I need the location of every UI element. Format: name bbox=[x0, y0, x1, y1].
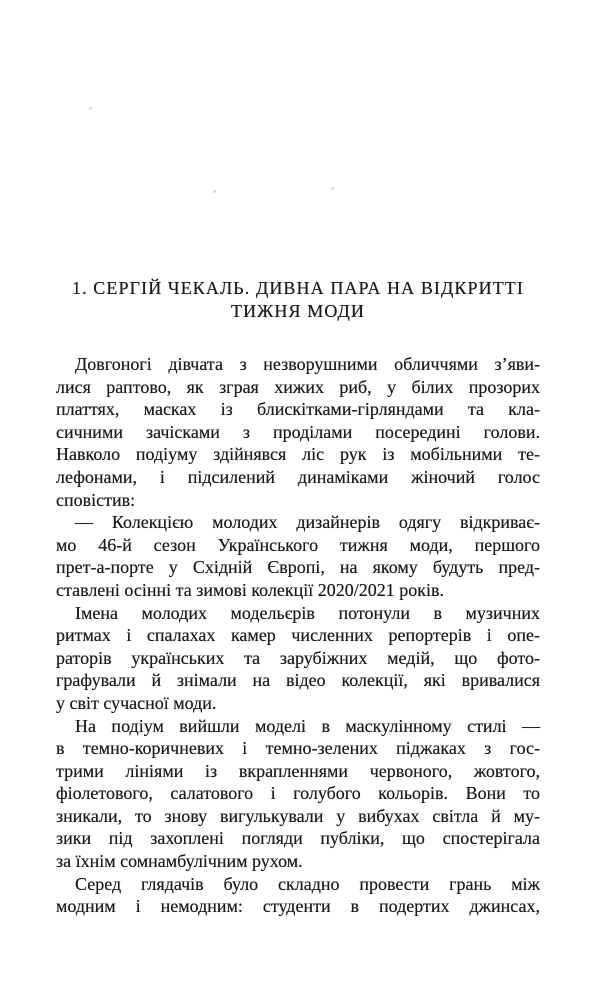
scan-speck bbox=[213, 190, 216, 193]
paragraph bbox=[56, 353, 540, 511]
text-line: лися раптово, як зграя хижих риб, у білих прозорих bbox=[56, 376, 540, 397]
text-line: Довгоногі дівчата з незворушними обличчями з’яви- bbox=[75, 354, 540, 374]
text-line: раторів українських та зарубіжних медій, що фото- bbox=[56, 647, 540, 668]
text-line: сичними зачісками з проділами посередині голови. bbox=[56, 421, 540, 442]
chapter-heading-line-1: 1. СЕРГІЙ ЧЕКАЛЬ. ДИВНА ПАРА НА ВІДКРИТТІ bbox=[71, 278, 524, 298]
text-line: у світ сучасної моди. bbox=[56, 692, 217, 713]
paragraph bbox=[56, 602, 540, 715]
text-line: Навколо подіуму здійнявся ліс рук із мобільними те- bbox=[56, 444, 540, 465]
paragraph bbox=[56, 715, 540, 873]
text-line: Імена молодих модельєрів потонули в музичних bbox=[75, 602, 540, 623]
text-line: ставлені осінні та зимові колекції 2020/2021 років. bbox=[56, 579, 445, 600]
text-line: ритмах і спалахах камер численних репортерів і опе- bbox=[56, 625, 540, 646]
chapter-heading bbox=[56, 277, 540, 323]
text-line: платтях, масках із блискітками-гірляндами та кла- bbox=[56, 399, 540, 420]
page-content bbox=[56, 277, 540, 918]
text-line: зики під захоплені погляди публіки, що спостерігала bbox=[56, 828, 540, 849]
paragraph bbox=[56, 511, 540, 601]
text-line: модним і немодним: студенти в подертих джинсах, bbox=[56, 896, 540, 917]
text-line: лефонами, і підсилений динаміками жіночий голос bbox=[56, 466, 540, 487]
text-line: мо 46-й сезон Українського тижня моди, першого bbox=[56, 534, 540, 555]
paragraph bbox=[56, 873, 540, 918]
text-line: графували й знімали на відео колекції, які вривалися bbox=[56, 670, 540, 691]
text-line: за їхнім сомнамбулічним рухом. bbox=[56, 851, 303, 872]
text-line: прет-а-порте у Східній Європі, на якому будуть пред- bbox=[56, 557, 540, 578]
text-line: — Колекцією молодих дизайнерів одягу відкриває- bbox=[75, 512, 540, 533]
text-line: сповістив: bbox=[56, 489, 136, 510]
body-text bbox=[56, 353, 540, 918]
scan-speck bbox=[89, 107, 92, 110]
text-line: в темно-коричневих і темно-зелених піджаках з гос- bbox=[56, 738, 540, 759]
scan-speck bbox=[331, 187, 334, 190]
text-line: трими лініями із вкрапленнями червоного, жовтого, bbox=[56, 760, 540, 781]
text-line: зникали, то знову вигулькували у вибухах світла й му- bbox=[56, 805, 540, 826]
text-line: На подіум вийшли моделі в маскулінному стилі — bbox=[75, 715, 540, 736]
chapter-heading-line-2: ТИЖНЯ МОДИ bbox=[230, 301, 365, 321]
text-line: Серед глядачів було складно провести грань між bbox=[75, 873, 540, 894]
text-line: фіолетового, салатового і голубого кольорів. Вони то bbox=[56, 783, 540, 804]
